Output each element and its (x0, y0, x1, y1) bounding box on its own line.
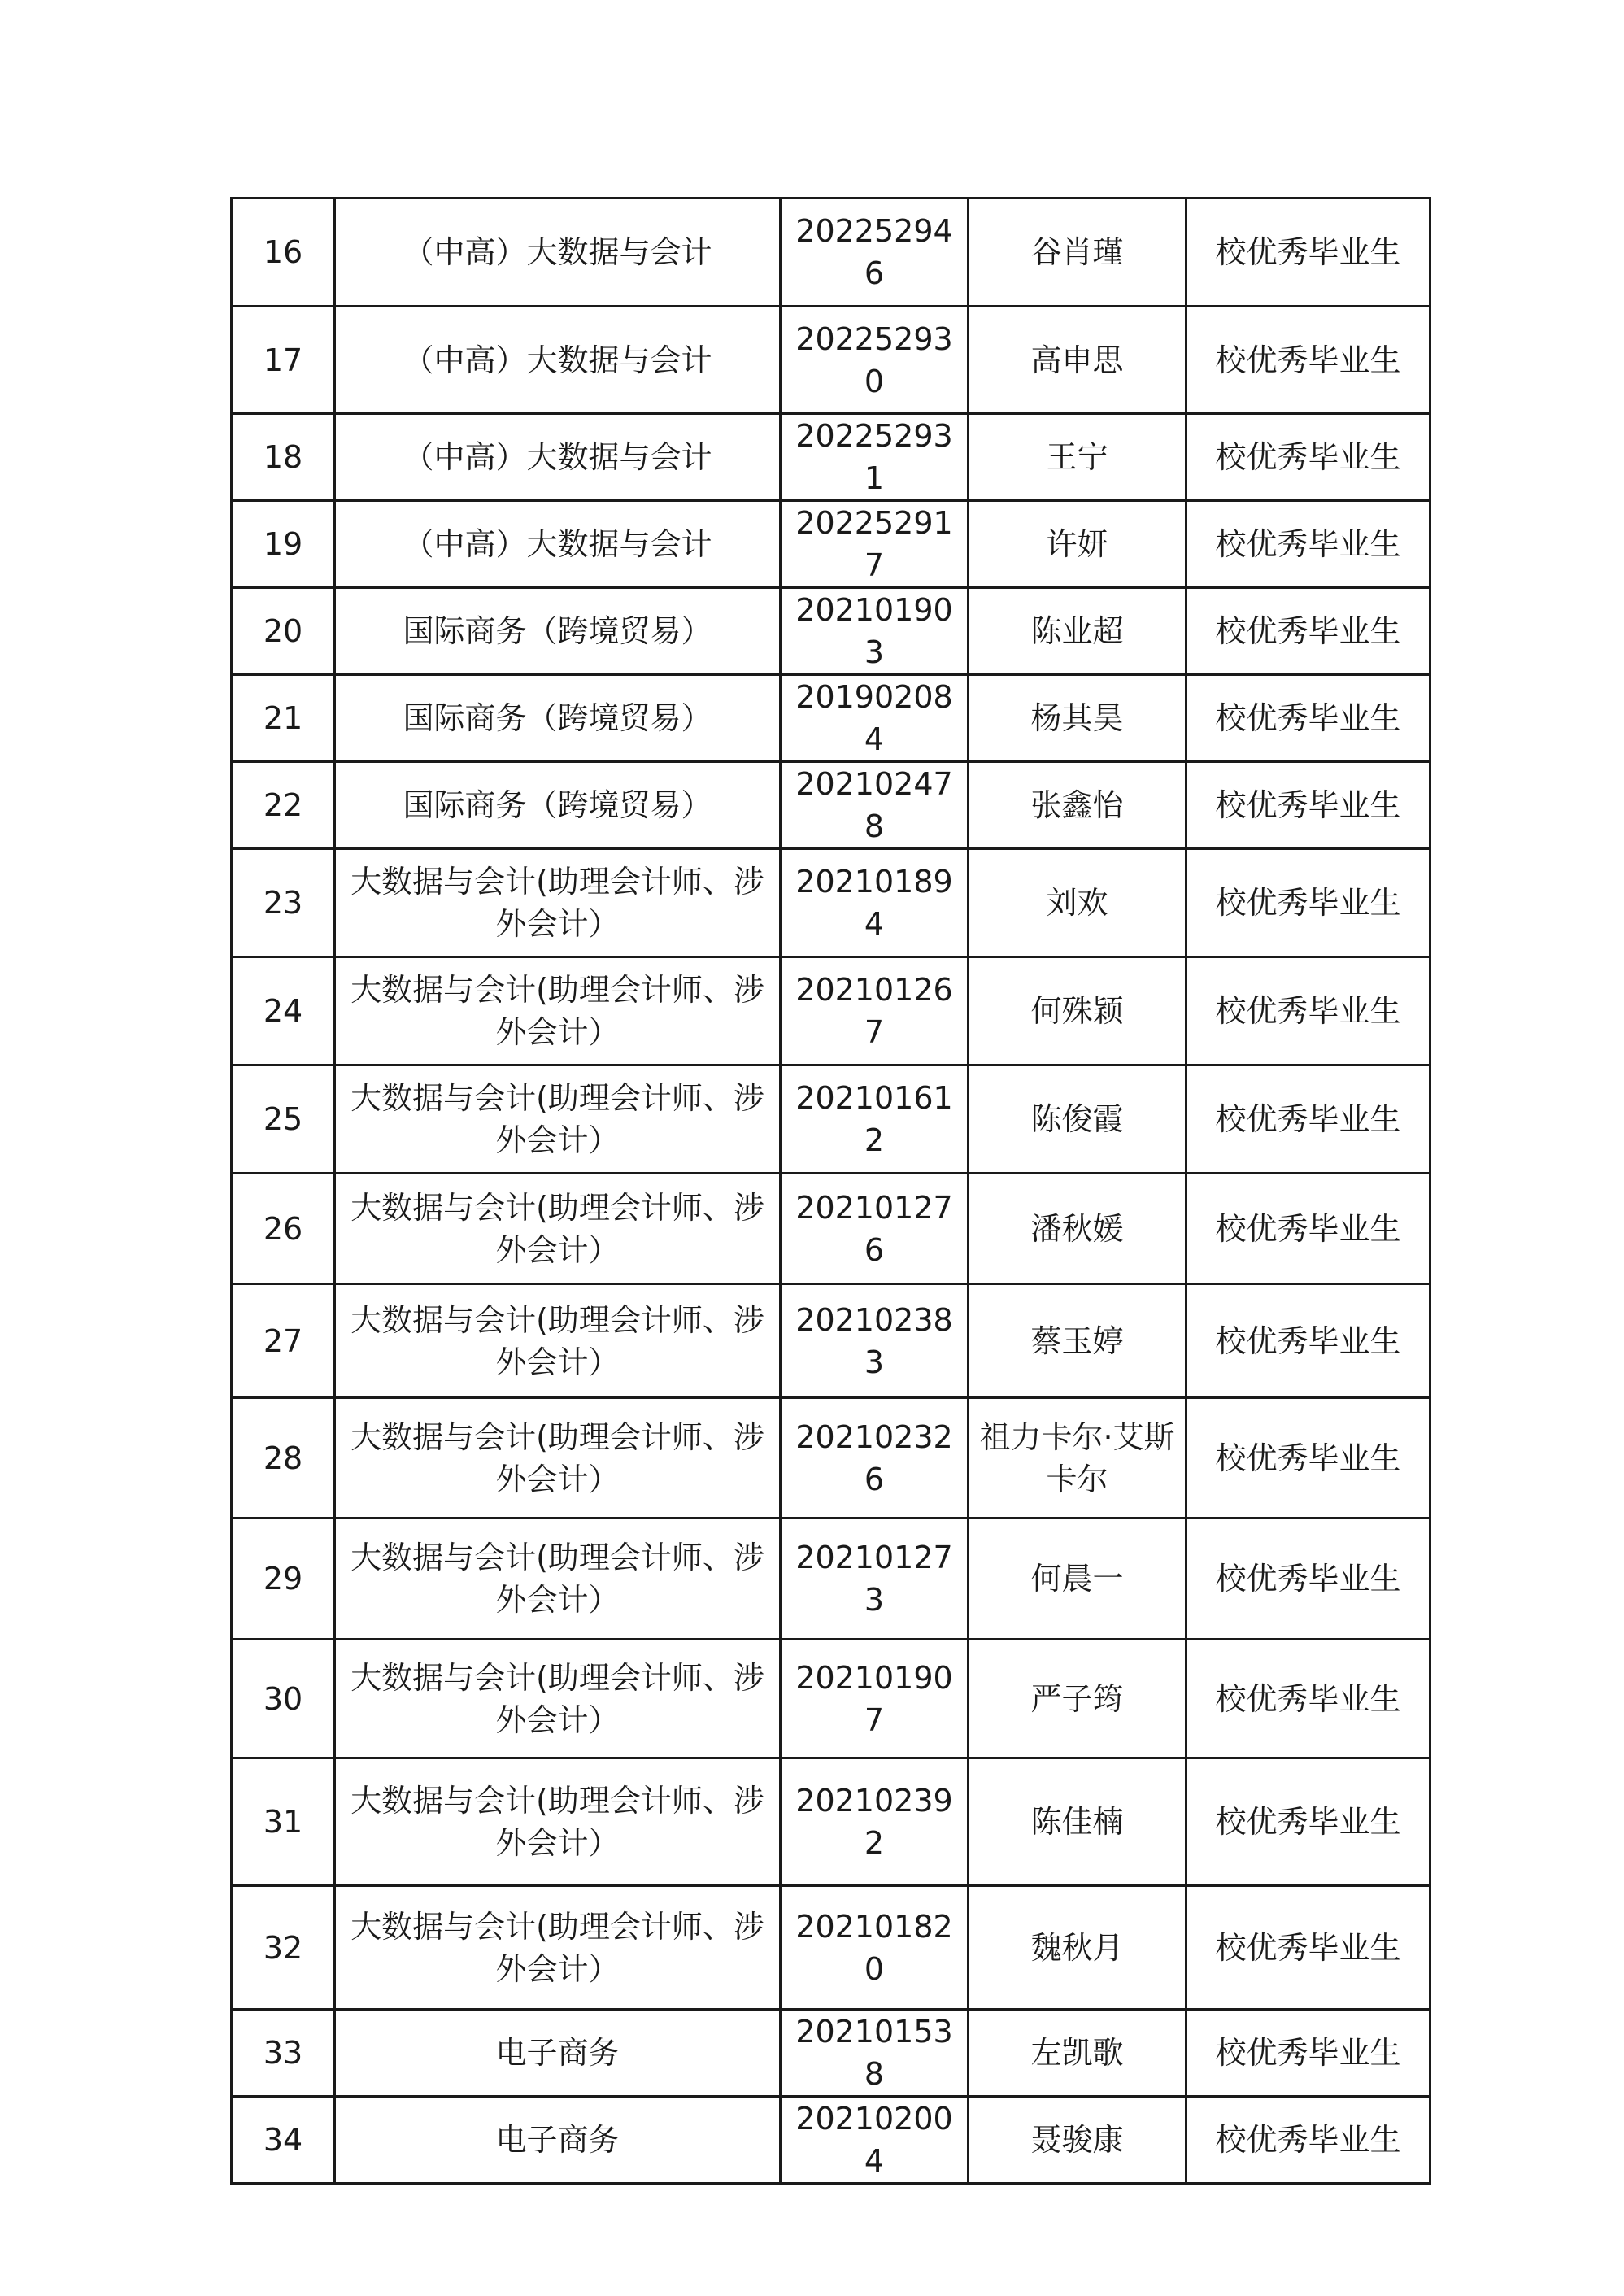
table-row (232, 849, 1430, 957)
major-cell: 大数据与会计(助理会计师、涉外会计） (335, 1284, 781, 1398)
student-id-cell: 202102004 (781, 2097, 969, 2184)
award-cell: 校优秀毕业生 (1186, 414, 1430, 501)
major-cell: （中高）大数据与会计 (335, 414, 781, 501)
student-name-cell: 左凯歌 (969, 2010, 1186, 2097)
major-cell: 大数据与会计(助理会计师、涉外会计） (335, 1065, 781, 1174)
student-id-cell: 202101894 (781, 849, 969, 957)
table-row (232, 762, 1430, 849)
major-cell: （中高）大数据与会计 (335, 198, 781, 307)
award-cell: 校优秀毕业生 (1186, 849, 1430, 957)
award-cell: 校优秀毕业生 (1186, 588, 1430, 675)
table-row (232, 1174, 1430, 1284)
student-name-cell: 许妍 (969, 501, 1186, 588)
award-cell: 校优秀毕业生 (1186, 1065, 1430, 1174)
award-cell: 校优秀毕业生 (1186, 1758, 1430, 1886)
table-row (232, 198, 1430, 307)
student-name-cell: 谷肖瑾 (969, 198, 1186, 307)
table-row (232, 1758, 1430, 1886)
student-name-cell: 潘秋媛 (969, 1174, 1186, 1284)
award-cell: 校优秀毕业生 (1186, 1640, 1430, 1758)
major-cell: 国际商务（跨境贸易） (335, 588, 781, 675)
student-id-cell: 202102383 (781, 1284, 969, 1398)
student-name-cell: 聂骏康 (969, 2097, 1186, 2184)
row-number-cell: 21 (232, 675, 335, 762)
table-row (232, 957, 1430, 1065)
row-number-cell: 32 (232, 1886, 335, 2010)
major-cell: 大数据与会计(助理会计师、涉外会计） (335, 1758, 781, 1886)
award-cell: 校优秀毕业生 (1186, 2010, 1430, 2097)
table-row (232, 501, 1430, 588)
major-cell: 大数据与会计(助理会计师、涉外会计） (335, 1640, 781, 1758)
major-cell: 大数据与会计(助理会计师、涉外会计） (335, 957, 781, 1065)
table-row (232, 414, 1430, 501)
major-cell: 国际商务（跨境贸易） (335, 675, 781, 762)
table-body (232, 198, 1430, 2184)
major-cell: 大数据与会计(助理会计师、涉外会计） (335, 1398, 781, 1518)
table-row (232, 2010, 1430, 2097)
student-name-cell: 陈俊霞 (969, 1065, 1186, 1174)
student-name-cell: 刘欢 (969, 849, 1186, 957)
row-number-cell: 16 (232, 198, 335, 307)
student-name-cell: 何晨一 (969, 1518, 1186, 1640)
table-row (232, 675, 1430, 762)
row-number-cell: 25 (232, 1065, 335, 1174)
award-cell: 校优秀毕业生 (1186, 1398, 1430, 1518)
student-id-cell: 202102392 (781, 1758, 969, 1886)
student-id-cell: 202101538 (781, 2010, 969, 2097)
major-cell: 大数据与会计(助理会计师、涉外会计） (335, 849, 781, 957)
award-cell: 校优秀毕业生 (1186, 957, 1430, 1065)
student-name-cell: 杨其昊 (969, 675, 1186, 762)
major-cell: 电子商务 (335, 2097, 781, 2184)
student-name-cell: 王宁 (969, 414, 1186, 501)
major-cell: （中高）大数据与会计 (335, 307, 781, 414)
row-number-cell: 22 (232, 762, 335, 849)
major-cell: 大数据与会计(助理会计师、涉外会计） (335, 1886, 781, 2010)
student-id-cell: 202252917 (781, 501, 969, 588)
table-row (232, 1640, 1430, 1758)
table-row (232, 1284, 1430, 1398)
major-cell: 电子商务 (335, 2010, 781, 2097)
award-cell: 校优秀毕业生 (1186, 1174, 1430, 1284)
student-id-cell: 20225293 0 (781, 307, 969, 414)
row-number-cell: 19 (232, 501, 335, 588)
student-id-cell: 202102478 (781, 762, 969, 849)
student-id-cell: 202101267 (781, 957, 969, 1065)
student-name-cell: 魏秋月 (969, 1886, 1186, 2010)
award-cell: 校优秀毕业生 (1186, 2097, 1430, 2184)
student-id-cell: 202101273 (781, 1518, 969, 1640)
row-number-cell: 18 (232, 414, 335, 501)
student-id-cell: 202101820 (781, 1886, 969, 2010)
award-cell: 校优秀毕业生 (1186, 762, 1430, 849)
row-number-cell: 31 (232, 1758, 335, 1886)
table-row (232, 1518, 1430, 1640)
student-name-cell: 高申思 (969, 307, 1186, 414)
row-number-cell: 26 (232, 1174, 335, 1284)
row-number-cell: 17 (232, 307, 335, 414)
award-cell: 校优秀毕业生 (1186, 198, 1430, 307)
student-name-cell: 张鑫怡 (969, 762, 1186, 849)
award-cell: 校优秀毕业生 (1186, 1284, 1430, 1398)
student-name-cell: 祖力卡尔·艾斯卡尔 (969, 1398, 1186, 1518)
student-id-cell: 202101907 (781, 1640, 969, 1758)
award-cell: 校优秀毕业生 (1186, 675, 1430, 762)
table-row (232, 1886, 1430, 2010)
student-id-cell: 201902084 (781, 675, 969, 762)
row-number-cell: 20 (232, 588, 335, 675)
row-number-cell: 30 (232, 1640, 335, 1758)
student-id-cell: 202101903 (781, 588, 969, 675)
student-id-cell: 20225294 6 (781, 198, 969, 307)
major-cell: 大数据与会计(助理会计师、涉外会计） (335, 1518, 781, 1640)
row-number-cell: 33 (232, 2010, 335, 2097)
row-number-cell: 23 (232, 849, 335, 957)
award-cell: 校优秀毕业生 (1186, 1886, 1430, 2010)
row-number-cell: 27 (232, 1284, 335, 1398)
major-cell: 大数据与会计(助理会计师、涉外会计） (335, 1174, 781, 1284)
student-id-cell: 202101612 (781, 1065, 969, 1174)
row-number-cell: 24 (232, 957, 335, 1065)
table-row (232, 1398, 1430, 1518)
award-cell: 校优秀毕业生 (1186, 501, 1430, 588)
row-number-cell: 29 (232, 1518, 335, 1640)
student-name-cell: 严子筠 (969, 1640, 1186, 1758)
student-id-cell: 202102326 (781, 1398, 969, 1518)
row-number-cell: 28 (232, 1398, 335, 1518)
row-number-cell: 34 (232, 2097, 335, 2184)
major-cell: （中高）大数据与会计 (335, 501, 781, 588)
table-row (232, 307, 1430, 414)
award-cell: 校优秀毕业生 (1186, 307, 1430, 414)
student-name-cell: 陈业超 (969, 588, 1186, 675)
major-cell: 国际商务（跨境贸易） (335, 762, 781, 849)
student-id-cell: 202101276 (781, 1174, 969, 1284)
table-row (232, 1065, 1430, 1174)
award-cell: 校优秀毕业生 (1186, 1518, 1430, 1640)
student-id-cell: 202252931 (781, 414, 969, 501)
student-name-cell: 蔡玉婷 (969, 1284, 1186, 1398)
graduates-table (230, 197, 1431, 2185)
student-name-cell: 陈佳楠 (969, 1758, 1186, 1886)
table-row (232, 588, 1430, 675)
table-row (232, 2097, 1430, 2184)
student-name-cell: 何殊颖 (969, 957, 1186, 1065)
